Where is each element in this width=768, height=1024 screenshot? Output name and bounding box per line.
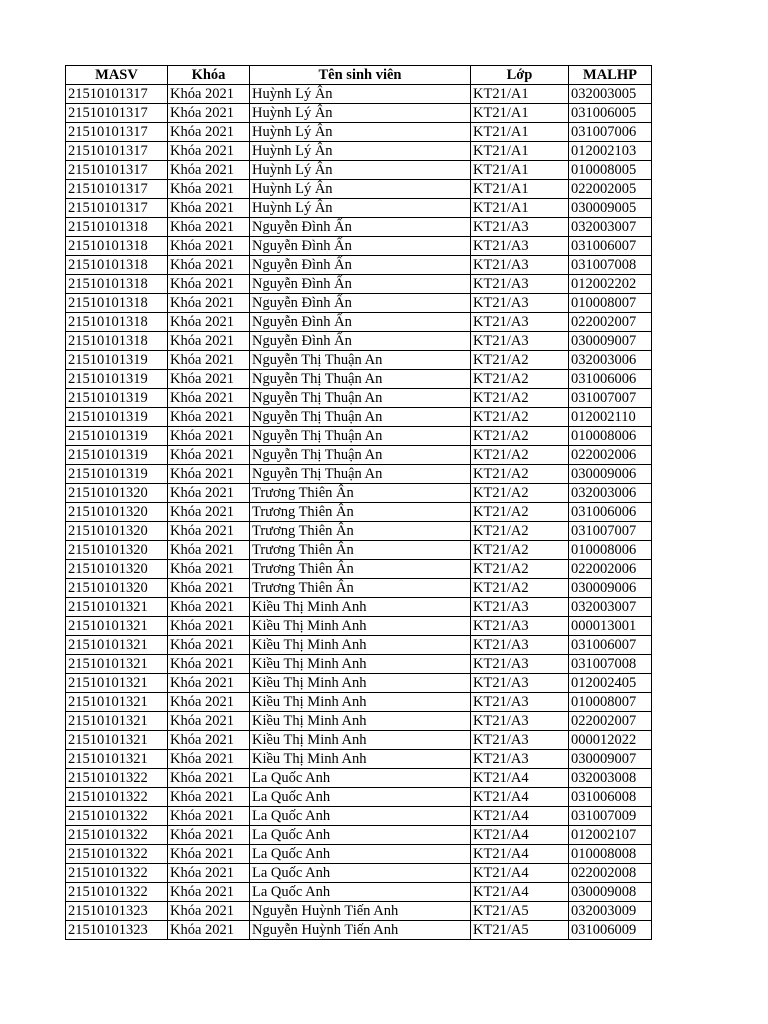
cell-malhp: 030009005 bbox=[569, 199, 652, 218]
header-masv: MASV bbox=[66, 66, 168, 85]
cell-masv: 21510101319 bbox=[66, 370, 168, 389]
table-row bbox=[66, 617, 652, 636]
cell-masv: 21510101320 bbox=[66, 503, 168, 522]
cell-lop: KT21/A5 bbox=[471, 921, 569, 940]
student-course-table bbox=[65, 65, 652, 940]
table-row bbox=[66, 218, 652, 237]
header-malhp: MALHP bbox=[569, 66, 652, 85]
cell-masv: 21510101322 bbox=[66, 788, 168, 807]
cell-malhp: 031007008 bbox=[569, 655, 652, 674]
cell-malhp: 000013001 bbox=[569, 617, 652, 636]
cell-ten-sinh-vien: Trương Thiên Ân bbox=[250, 503, 471, 522]
cell-khoa: Khóa 2021 bbox=[168, 389, 250, 408]
table-row bbox=[66, 712, 652, 731]
cell-masv: 21510101321 bbox=[66, 655, 168, 674]
table-row bbox=[66, 655, 652, 674]
cell-masv: 21510101318 bbox=[66, 332, 168, 351]
cell-malhp: 032003006 bbox=[569, 484, 652, 503]
cell-ten-sinh-vien: Nguyễn Thị Thuận An bbox=[250, 408, 471, 427]
cell-masv: 21510101317 bbox=[66, 142, 168, 161]
cell-lop: KT21/A1 bbox=[471, 123, 569, 142]
cell-masv: 21510101319 bbox=[66, 408, 168, 427]
cell-masv: 21510101319 bbox=[66, 465, 168, 484]
cell-lop: KT21/A3 bbox=[471, 332, 569, 351]
cell-ten-sinh-vien: La Quốc Anh bbox=[250, 864, 471, 883]
table-row bbox=[66, 256, 652, 275]
cell-khoa: Khóa 2021 bbox=[168, 655, 250, 674]
cell-khoa: Khóa 2021 bbox=[168, 826, 250, 845]
cell-lop: KT21/A2 bbox=[471, 465, 569, 484]
cell-masv: 21510101318 bbox=[66, 275, 168, 294]
cell-ten-sinh-vien: Kiều Thị Minh Anh bbox=[250, 731, 471, 750]
cell-khoa: Khóa 2021 bbox=[168, 769, 250, 788]
table-row bbox=[66, 769, 652, 788]
cell-malhp: 031006005 bbox=[569, 104, 652, 123]
cell-ten-sinh-vien: Trương Thiên Ân bbox=[250, 579, 471, 598]
cell-ten-sinh-vien: Kiều Thị Minh Anh bbox=[250, 636, 471, 655]
cell-malhp: 022002008 bbox=[569, 864, 652, 883]
cell-lop: KT21/A4 bbox=[471, 807, 569, 826]
cell-masv: 21510101319 bbox=[66, 446, 168, 465]
cell-lop: KT21/A2 bbox=[471, 408, 569, 427]
cell-ten-sinh-vien: Huỳnh Lý Ân bbox=[250, 180, 471, 199]
table-row bbox=[66, 142, 652, 161]
cell-khoa: Khóa 2021 bbox=[168, 788, 250, 807]
header-lop: Lớp bbox=[471, 66, 569, 85]
cell-lop: KT21/A1 bbox=[471, 85, 569, 104]
cell-masv: 21510101322 bbox=[66, 845, 168, 864]
cell-ten-sinh-vien: Nguyễn Huỳnh Tiến Anh bbox=[250, 902, 471, 921]
cell-malhp: 031006007 bbox=[569, 636, 652, 655]
table-row bbox=[66, 427, 652, 446]
table-row bbox=[66, 674, 652, 693]
table-row bbox=[66, 693, 652, 712]
cell-malhp: 022002006 bbox=[569, 446, 652, 465]
cell-khoa: Khóa 2021 bbox=[168, 522, 250, 541]
cell-khoa: Khóa 2021 bbox=[168, 351, 250, 370]
cell-masv: 21510101322 bbox=[66, 883, 168, 902]
cell-ten-sinh-vien: Trương Thiên Ân bbox=[250, 522, 471, 541]
cell-lop: KT21/A3 bbox=[471, 712, 569, 731]
cell-khoa: Khóa 2021 bbox=[168, 180, 250, 199]
cell-khoa: Khóa 2021 bbox=[168, 465, 250, 484]
cell-lop: KT21/A1 bbox=[471, 142, 569, 161]
cell-ten-sinh-vien: Trương Thiên Ân bbox=[250, 484, 471, 503]
cell-malhp: 012002110 bbox=[569, 408, 652, 427]
cell-malhp: 000012022 bbox=[569, 731, 652, 750]
table-row bbox=[66, 123, 652, 142]
cell-ten-sinh-vien: Nguyễn Thị Thuận An bbox=[250, 389, 471, 408]
table-row bbox=[66, 104, 652, 123]
cell-masv: 21510101318 bbox=[66, 237, 168, 256]
cell-masv: 21510101320 bbox=[66, 484, 168, 503]
cell-masv: 21510101317 bbox=[66, 161, 168, 180]
cell-khoa: Khóa 2021 bbox=[168, 883, 250, 902]
table-row bbox=[66, 731, 652, 750]
cell-malhp: 031007009 bbox=[569, 807, 652, 826]
table-row bbox=[66, 921, 652, 940]
cell-ten-sinh-vien: Trương Thiên Ân bbox=[250, 541, 471, 560]
cell-malhp: 032003005 bbox=[569, 85, 652, 104]
cell-lop: KT21/A2 bbox=[471, 389, 569, 408]
table-row bbox=[66, 560, 652, 579]
cell-ten-sinh-vien: Huỳnh Lý Ân bbox=[250, 199, 471, 218]
cell-khoa: Khóa 2021 bbox=[168, 902, 250, 921]
cell-malhp: 010008005 bbox=[569, 161, 652, 180]
cell-malhp: 010008007 bbox=[569, 294, 652, 313]
cell-ten-sinh-vien: Nguyễn Đình Ấn bbox=[250, 294, 471, 313]
cell-masv: 21510101317 bbox=[66, 199, 168, 218]
table-row bbox=[66, 446, 652, 465]
table-row bbox=[66, 85, 652, 104]
cell-ten-sinh-vien: Nguyễn Thị Thuận An bbox=[250, 351, 471, 370]
cell-masv: 21510101321 bbox=[66, 712, 168, 731]
cell-khoa: Khóa 2021 bbox=[168, 446, 250, 465]
table-row bbox=[66, 389, 652, 408]
cell-malhp: 022002007 bbox=[569, 313, 652, 332]
cell-ten-sinh-vien: La Quốc Anh bbox=[250, 845, 471, 864]
cell-lop: KT21/A1 bbox=[471, 161, 569, 180]
cell-ten-sinh-vien: Kiều Thị Minh Anh bbox=[250, 598, 471, 617]
cell-malhp: 032003007 bbox=[569, 598, 652, 617]
cell-khoa: Khóa 2021 bbox=[168, 845, 250, 864]
table-header bbox=[66, 66, 652, 85]
cell-ten-sinh-vien: Nguyễn Đình Ấn bbox=[250, 275, 471, 294]
cell-malhp: 030009007 bbox=[569, 750, 652, 769]
table-row bbox=[66, 579, 652, 598]
cell-lop: KT21/A2 bbox=[471, 351, 569, 370]
cell-malhp: 030009006 bbox=[569, 579, 652, 598]
table-row bbox=[66, 750, 652, 769]
cell-masv: 21510101318 bbox=[66, 218, 168, 237]
cell-ten-sinh-vien: Huỳnh Lý Ân bbox=[250, 142, 471, 161]
cell-khoa: Khóa 2021 bbox=[168, 560, 250, 579]
cell-lop: KT21/A3 bbox=[471, 731, 569, 750]
cell-lop: KT21/A2 bbox=[471, 446, 569, 465]
cell-ten-sinh-vien: Kiều Thị Minh Anh bbox=[250, 693, 471, 712]
cell-lop: KT21/A3 bbox=[471, 598, 569, 617]
cell-malhp: 010008006 bbox=[569, 427, 652, 446]
cell-lop: KT21/A3 bbox=[471, 313, 569, 332]
cell-lop: KT21/A4 bbox=[471, 769, 569, 788]
cell-malhp: 031007008 bbox=[569, 256, 652, 275]
cell-khoa: Khóa 2021 bbox=[168, 484, 250, 503]
cell-khoa: Khóa 2021 bbox=[168, 864, 250, 883]
cell-khoa: Khóa 2021 bbox=[168, 579, 250, 598]
table-row bbox=[66, 503, 652, 522]
cell-khoa: Khóa 2021 bbox=[168, 712, 250, 731]
cell-ten-sinh-vien: La Quốc Anh bbox=[250, 883, 471, 902]
cell-malhp: 010008007 bbox=[569, 693, 652, 712]
cell-malhp: 031006006 bbox=[569, 370, 652, 389]
cell-lop: KT21/A3 bbox=[471, 275, 569, 294]
cell-masv: 21510101318 bbox=[66, 294, 168, 313]
cell-ten-sinh-vien: Kiều Thị Minh Anh bbox=[250, 655, 471, 674]
table-row bbox=[66, 864, 652, 883]
cell-masv: 21510101319 bbox=[66, 427, 168, 446]
cell-malhp: 030009007 bbox=[569, 332, 652, 351]
cell-lop: KT21/A1 bbox=[471, 199, 569, 218]
table-row bbox=[66, 351, 652, 370]
cell-khoa: Khóa 2021 bbox=[168, 161, 250, 180]
cell-khoa: Khóa 2021 bbox=[168, 408, 250, 427]
cell-masv: 21510101317 bbox=[66, 180, 168, 199]
cell-masv: 21510101321 bbox=[66, 693, 168, 712]
cell-khoa: Khóa 2021 bbox=[168, 275, 250, 294]
cell-khoa: Khóa 2021 bbox=[168, 807, 250, 826]
cell-ten-sinh-vien: Nguyễn Thị Thuận An bbox=[250, 370, 471, 389]
cell-ten-sinh-vien: Nguyễn Huỳnh Tiến Anh bbox=[250, 921, 471, 940]
cell-ten-sinh-vien: La Quốc Anh bbox=[250, 788, 471, 807]
cell-ten-sinh-vien: Kiều Thị Minh Anh bbox=[250, 712, 471, 731]
cell-malhp: 022002005 bbox=[569, 180, 652, 199]
cell-lop: KT21/A3 bbox=[471, 674, 569, 693]
cell-malhp: 030009006 bbox=[569, 465, 652, 484]
table-row bbox=[66, 541, 652, 560]
cell-masv: 21510101323 bbox=[66, 902, 168, 921]
cell-malhp: 022002007 bbox=[569, 712, 652, 731]
cell-masv: 21510101317 bbox=[66, 104, 168, 123]
cell-khoa: Khóa 2021 bbox=[168, 693, 250, 712]
cell-masv: 21510101320 bbox=[66, 579, 168, 598]
cell-khoa: Khóa 2021 bbox=[168, 370, 250, 389]
cell-masv: 21510101318 bbox=[66, 313, 168, 332]
cell-masv: 21510101317 bbox=[66, 85, 168, 104]
cell-ten-sinh-vien: Huỳnh Lý Ân bbox=[250, 123, 471, 142]
cell-ten-sinh-vien: Nguyễn Đình Ấn bbox=[250, 256, 471, 275]
cell-lop: KT21/A2 bbox=[471, 541, 569, 560]
cell-ten-sinh-vien: La Quốc Anh bbox=[250, 769, 471, 788]
table-row bbox=[66, 180, 652, 199]
cell-ten-sinh-vien: La Quốc Anh bbox=[250, 807, 471, 826]
table-row bbox=[66, 237, 652, 256]
cell-malhp: 012002202 bbox=[569, 275, 652, 294]
cell-lop: KT21/A4 bbox=[471, 788, 569, 807]
cell-khoa: Khóa 2021 bbox=[168, 617, 250, 636]
cell-lop: KT21/A2 bbox=[471, 503, 569, 522]
cell-ten-sinh-vien: Nguyễn Đình Ấn bbox=[250, 237, 471, 256]
cell-lop: KT21/A2 bbox=[471, 427, 569, 446]
cell-khoa: Khóa 2021 bbox=[168, 921, 250, 940]
cell-masv: 21510101321 bbox=[66, 598, 168, 617]
cell-malhp: 010008006 bbox=[569, 541, 652, 560]
cell-ten-sinh-vien: Kiều Thị Minh Anh bbox=[250, 750, 471, 769]
cell-masv: 21510101317 bbox=[66, 123, 168, 142]
cell-khoa: Khóa 2021 bbox=[168, 123, 250, 142]
cell-ten-sinh-vien: Nguyễn Thị Thuận An bbox=[250, 446, 471, 465]
cell-khoa: Khóa 2021 bbox=[168, 598, 250, 617]
cell-khoa: Khóa 2021 bbox=[168, 313, 250, 332]
cell-lop: KT21/A1 bbox=[471, 180, 569, 199]
table-row bbox=[66, 294, 652, 313]
cell-khoa: Khóa 2021 bbox=[168, 199, 250, 218]
cell-ten-sinh-vien: Huỳnh Lý Ân bbox=[250, 104, 471, 123]
cell-masv: 21510101321 bbox=[66, 636, 168, 655]
table-row bbox=[66, 313, 652, 332]
cell-masv: 21510101321 bbox=[66, 750, 168, 769]
cell-lop: KT21/A3 bbox=[471, 237, 569, 256]
cell-ten-sinh-vien: Kiều Thị Minh Anh bbox=[250, 674, 471, 693]
cell-masv: 21510101320 bbox=[66, 522, 168, 541]
cell-khoa: Khóa 2021 bbox=[168, 85, 250, 104]
cell-ten-sinh-vien: La Quốc Anh bbox=[250, 826, 471, 845]
cell-malhp: 031007006 bbox=[569, 123, 652, 142]
table-row bbox=[66, 484, 652, 503]
cell-khoa: Khóa 2021 bbox=[168, 731, 250, 750]
cell-khoa: Khóa 2021 bbox=[168, 218, 250, 237]
cell-malhp: 022002006 bbox=[569, 560, 652, 579]
cell-ten-sinh-vien: Nguyễn Thị Thuận An bbox=[250, 427, 471, 446]
cell-malhp: 030009008 bbox=[569, 883, 652, 902]
table-row bbox=[66, 636, 652, 655]
table-row bbox=[66, 902, 652, 921]
table-row bbox=[66, 199, 652, 218]
cell-masv: 21510101321 bbox=[66, 674, 168, 693]
cell-lop: KT21/A4 bbox=[471, 883, 569, 902]
cell-khoa: Khóa 2021 bbox=[168, 541, 250, 560]
header-row bbox=[66, 66, 652, 85]
cell-lop: KT21/A2 bbox=[471, 522, 569, 541]
cell-masv: 21510101320 bbox=[66, 541, 168, 560]
cell-ten-sinh-vien: Nguyễn Đình Ấn bbox=[250, 313, 471, 332]
cell-masv: 21510101321 bbox=[66, 617, 168, 636]
header-khoa: Khóa bbox=[168, 66, 250, 85]
cell-ten-sinh-vien: Huỳnh Lý Ân bbox=[250, 161, 471, 180]
cell-ten-sinh-vien: Nguyễn Đình Ấn bbox=[250, 332, 471, 351]
cell-malhp: 032003006 bbox=[569, 351, 652, 370]
cell-ten-sinh-vien: Nguyễn Đình Ấn bbox=[250, 218, 471, 237]
table-row bbox=[66, 465, 652, 484]
table-row bbox=[66, 845, 652, 864]
table-row bbox=[66, 807, 652, 826]
cell-malhp: 031007007 bbox=[569, 389, 652, 408]
cell-masv: 21510101322 bbox=[66, 826, 168, 845]
cell-khoa: Khóa 2021 bbox=[168, 256, 250, 275]
cell-masv: 21510101321 bbox=[66, 731, 168, 750]
cell-masv: 21510101318 bbox=[66, 256, 168, 275]
cell-lop: KT21/A2 bbox=[471, 560, 569, 579]
cell-masv: 21510101319 bbox=[66, 351, 168, 370]
cell-khoa: Khóa 2021 bbox=[168, 104, 250, 123]
cell-lop: KT21/A2 bbox=[471, 370, 569, 389]
table-row bbox=[66, 370, 652, 389]
cell-masv: 21510101320 bbox=[66, 560, 168, 579]
cell-lop: KT21/A3 bbox=[471, 617, 569, 636]
cell-malhp: 010008008 bbox=[569, 845, 652, 864]
cell-malhp: 031006008 bbox=[569, 788, 652, 807]
header-ten-sinh-vien: Tên sinh viên bbox=[250, 66, 471, 85]
cell-ten-sinh-vien: Huỳnh Lý Ân bbox=[250, 85, 471, 104]
cell-lop: KT21/A3 bbox=[471, 693, 569, 712]
cell-masv: 21510101319 bbox=[66, 389, 168, 408]
cell-khoa: Khóa 2021 bbox=[168, 750, 250, 769]
cell-khoa: Khóa 2021 bbox=[168, 503, 250, 522]
cell-lop: KT21/A3 bbox=[471, 636, 569, 655]
cell-masv: 21510101322 bbox=[66, 807, 168, 826]
table-row bbox=[66, 332, 652, 351]
cell-malhp: 031006009 bbox=[569, 921, 652, 940]
table-row bbox=[66, 275, 652, 294]
cell-malhp: 012002107 bbox=[569, 826, 652, 845]
cell-khoa: Khóa 2021 bbox=[168, 636, 250, 655]
cell-lop: KT21/A3 bbox=[471, 256, 569, 275]
cell-lop: KT21/A3 bbox=[471, 750, 569, 769]
cell-khoa: Khóa 2021 bbox=[168, 294, 250, 313]
table-row bbox=[66, 883, 652, 902]
cell-lop: KT21/A5 bbox=[471, 902, 569, 921]
cell-lop: KT21/A4 bbox=[471, 864, 569, 883]
cell-malhp: 031007007 bbox=[569, 522, 652, 541]
cell-ten-sinh-vien: Trương Thiên Ân bbox=[250, 560, 471, 579]
cell-khoa: Khóa 2021 bbox=[168, 237, 250, 256]
cell-khoa: Khóa 2021 bbox=[168, 674, 250, 693]
table-row bbox=[66, 408, 652, 427]
table-row bbox=[66, 788, 652, 807]
cell-masv: 21510101322 bbox=[66, 769, 168, 788]
table-row bbox=[66, 826, 652, 845]
cell-lop: KT21/A1 bbox=[471, 104, 569, 123]
cell-ten-sinh-vien: Kiều Thị Minh Anh bbox=[250, 617, 471, 636]
cell-lop: KT21/A3 bbox=[471, 218, 569, 237]
cell-khoa: Khóa 2021 bbox=[168, 142, 250, 161]
cell-malhp: 012002103 bbox=[569, 142, 652, 161]
cell-malhp: 031006007 bbox=[569, 237, 652, 256]
cell-lop: KT21/A2 bbox=[471, 484, 569, 503]
cell-masv: 21510101322 bbox=[66, 864, 168, 883]
cell-masv: 21510101323 bbox=[66, 921, 168, 940]
cell-lop: KT21/A3 bbox=[471, 294, 569, 313]
table-body bbox=[66, 85, 652, 940]
cell-khoa: Khóa 2021 bbox=[168, 332, 250, 351]
cell-lop: KT21/A2 bbox=[471, 579, 569, 598]
cell-malhp: 032003008 bbox=[569, 769, 652, 788]
cell-malhp: 012002405 bbox=[569, 674, 652, 693]
cell-lop: KT21/A3 bbox=[471, 655, 569, 674]
cell-malhp: 031006006 bbox=[569, 503, 652, 522]
cell-malhp: 032003007 bbox=[569, 218, 652, 237]
cell-khoa: Khóa 2021 bbox=[168, 427, 250, 446]
table-row bbox=[66, 522, 652, 541]
cell-ten-sinh-vien: Nguyễn Thị Thuận An bbox=[250, 465, 471, 484]
table-row bbox=[66, 161, 652, 180]
cell-lop: KT21/A4 bbox=[471, 845, 569, 864]
table-row bbox=[66, 598, 652, 617]
cell-malhp: 032003009 bbox=[569, 902, 652, 921]
cell-lop: KT21/A4 bbox=[471, 826, 569, 845]
